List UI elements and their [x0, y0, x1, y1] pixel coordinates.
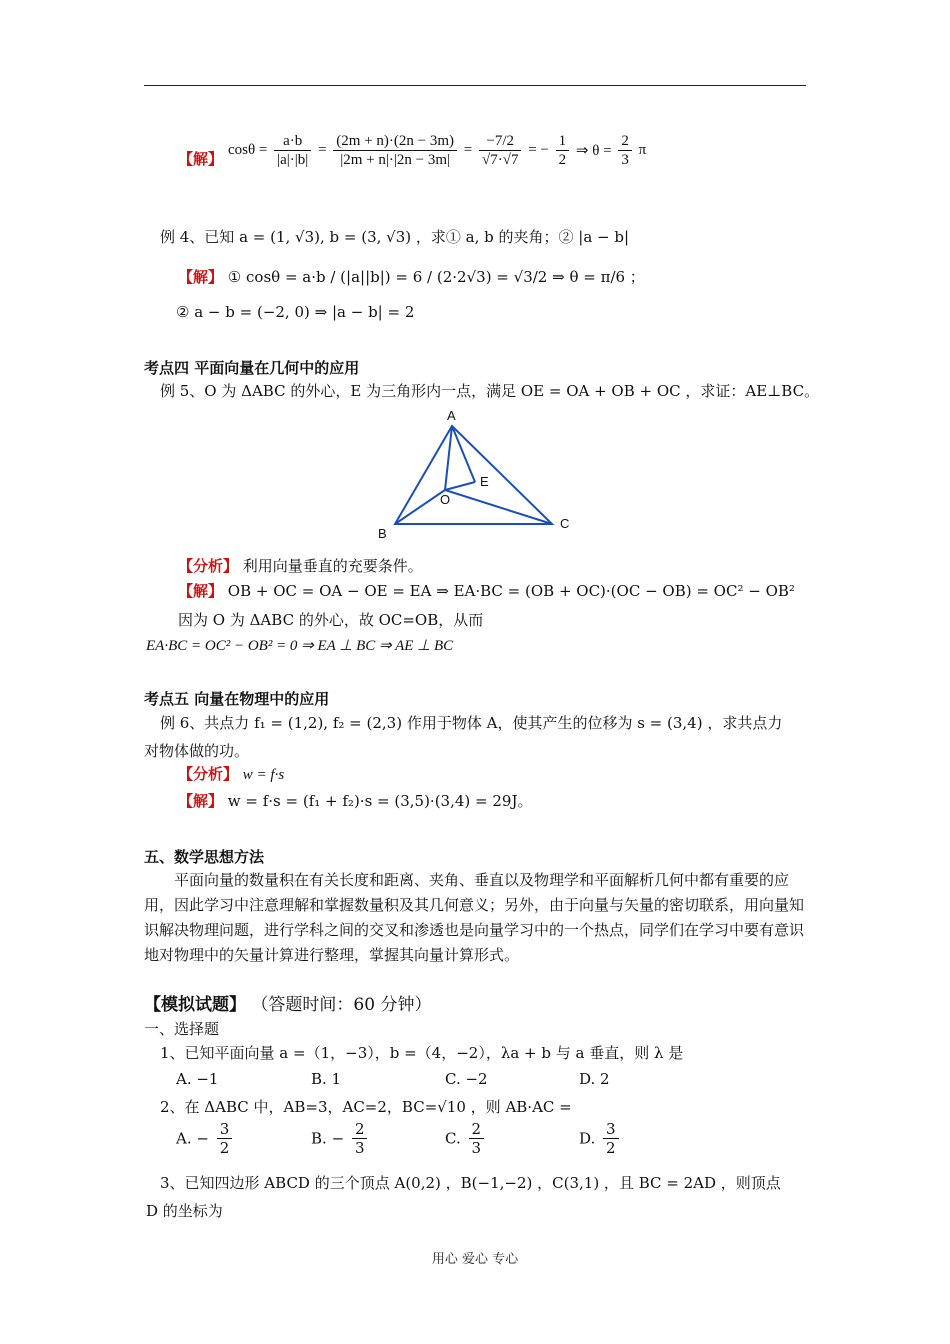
option-num: 3	[603, 1120, 619, 1139]
triangle-figure	[370, 402, 580, 542]
option-num: 2	[469, 1120, 485, 1139]
ex5-analysis	[178, 555, 423, 576]
methods-heading: 五、数学思想方法	[144, 848, 265, 866]
ex6-solution	[178, 790, 532, 811]
q2-option-d	[579, 1120, 622, 1157]
ex6-line-2: 对物体做的功。	[144, 742, 250, 760]
q2-option-a	[176, 1120, 235, 1157]
ex5-solution-3: EA·BC = OC² − OB² = 0 ⇒ EA ⊥ BC ⇒ AE ⊥ BC	[146, 638, 454, 654]
option-letter: D.	[579, 1129, 596, 1148]
mock-title: 【模拟试题】	[144, 995, 246, 1015]
header-rule	[144, 85, 806, 86]
label-a: A	[447, 408, 456, 423]
analysis-label: 【分析】	[178, 557, 239, 575]
q2-option-c	[445, 1120, 487, 1157]
solution-label: 【解】	[178, 150, 224, 168]
q2-option-b	[311, 1120, 370, 1157]
ex3-formula: cosθ = $\frac{a\cdot b}{|a|\cdot|b|}$ = $\frac{(2m + n)\cdot(2n - 3m)}{|2m + n|\cdot|2n - 3m|}$ = $\frac{-7/2}{√7\cdot√7}$ = − $\frac{1}{2}$ ⇒ θ = $\frac{2}{3}$ π	[228, 133, 647, 168]
ex6-solution-text: w = f·s = (f₁ + f₂)·s = (3,5)·(3,4) = 29J。	[227, 792, 533, 810]
label-e: E	[480, 474, 489, 489]
q3-line-2: D 的坐标为	[146, 1202, 223, 1220]
ex6-line-1: 例 6、共点力 f₁ = (1,2), f₂ = (2,3) 作用于物体 A，使其产生的位移为 s = (3,4) ，求共点力	[160, 714, 783, 732]
page-footer: 用心 爱心 专心	[431, 1252, 519, 1267]
solution-label: 【解】	[178, 582, 224, 600]
option-letter: A.	[176, 1129, 192, 1148]
option-sign: −	[196, 1129, 209, 1148]
option-den: 3	[471, 1139, 482, 1157]
solution-label: 【解】	[178, 268, 224, 286]
q1-option-a: A. −1	[176, 1070, 219, 1088]
option-den: 3	[354, 1139, 365, 1157]
option-den: 2	[606, 1139, 616, 1157]
analysis-label: 【分析】	[178, 765, 239, 783]
ex5-question: 例 5、O 为 ΔABC 的外心，E 为三角形内一点，满足 OE = OA + OB + OC ，求证：AE⊥BC。	[160, 382, 820, 400]
methods-paragraph: 平面向量的数量积在有关长度和距离、夹角、垂直以及物理学和平面解析几何中都有重要的应用，因此学习中注意理解和掌握数量积及其几何意义；另外，由于向量与矢量的密切联系，用向量知识解决物理问题，进行学科之间的交叉和渗透也是向量学习中的一个热点，同学们在学习中要有意识地对物理中的矢量计算进行整理，掌握其向量计算形式。	[144, 871, 805, 964]
option-sign: −	[331, 1129, 345, 1148]
segment-ob	[395, 490, 445, 524]
q1-text: 1、已知平面向量 a =（1，−3），b =（4，−2），λa + b 与 a 垂直，则 λ 是	[160, 1044, 684, 1062]
ex5-solution-1	[178, 580, 795, 601]
ex6-analysis-text: w = f·s	[242, 767, 285, 783]
q3-line-1: 3、已知四边形 ABCD 的三个顶点 A(0,2) ，B(−1,−2) ，C(3,1) ，且 BC = 2AD ，则顶点	[160, 1174, 781, 1192]
section-4-heading: 考点四 平面向量在几何中的应用	[144, 359, 360, 377]
ex5-solution-1-text: OB + OC = OA − OE = EA ⇒ EA·BC = (OB + OC)·(OC − OB) = OC² − OB²	[227, 582, 795, 600]
ex5-analysis-text: 利用向量垂直的充要条件。	[242, 557, 423, 575]
option-den: 2	[219, 1139, 230, 1157]
label-o: O	[440, 492, 451, 507]
option-letter: C.	[445, 1129, 461, 1148]
ex4-question: 例 4、已知 a = (1, √3), b = (3, √3) ，求① a, b 的夹角；② |a − b|	[160, 228, 630, 246]
option-num: 2	[352, 1120, 368, 1139]
option-num: 3	[217, 1120, 233, 1139]
segment-oe	[445, 482, 475, 490]
segment-ae	[452, 426, 475, 482]
triangle-abc	[395, 426, 552, 524]
label-b: B	[378, 526, 387, 541]
ex3-solution	[178, 148, 223, 169]
section-5-heading: 考点五 向量在物理中的应用	[144, 690, 330, 708]
label-c: C	[560, 516, 570, 531]
ex4-solution-1	[178, 266, 645, 287]
mock-title-line	[144, 990, 431, 1015]
q1-option-c: C. −2	[445, 1070, 488, 1088]
solution-label: 【解】	[178, 792, 224, 810]
mock-section-1: 一、选择题	[144, 1020, 220, 1038]
ex4-solution-1-text: ① cosθ = a·b / (|a||b|) = 6 / (2·2√3) = √3/2 ⇒ θ = π/6 ；	[227, 268, 645, 286]
mock-time: （答题时间：60 分钟）	[251, 995, 432, 1015]
q2-text: 2、在 ΔABC 中，AB=3，AC=2，BC=√10 ，则 AB·AC =	[160, 1098, 572, 1116]
ex4-solution-2: ② a − b = (−2, 0) ⇒ |a − b| = 2	[176, 303, 415, 321]
option-letter: B.	[311, 1129, 327, 1148]
q1-option-b: B. 1	[311, 1070, 342, 1088]
ex5-solution-2: 因为 O 为 ΔABC 的外心，故 OC=OB，从而	[178, 611, 484, 629]
ex6-analysis	[178, 763, 284, 784]
q1-option-d: D. 2	[579, 1070, 610, 1088]
